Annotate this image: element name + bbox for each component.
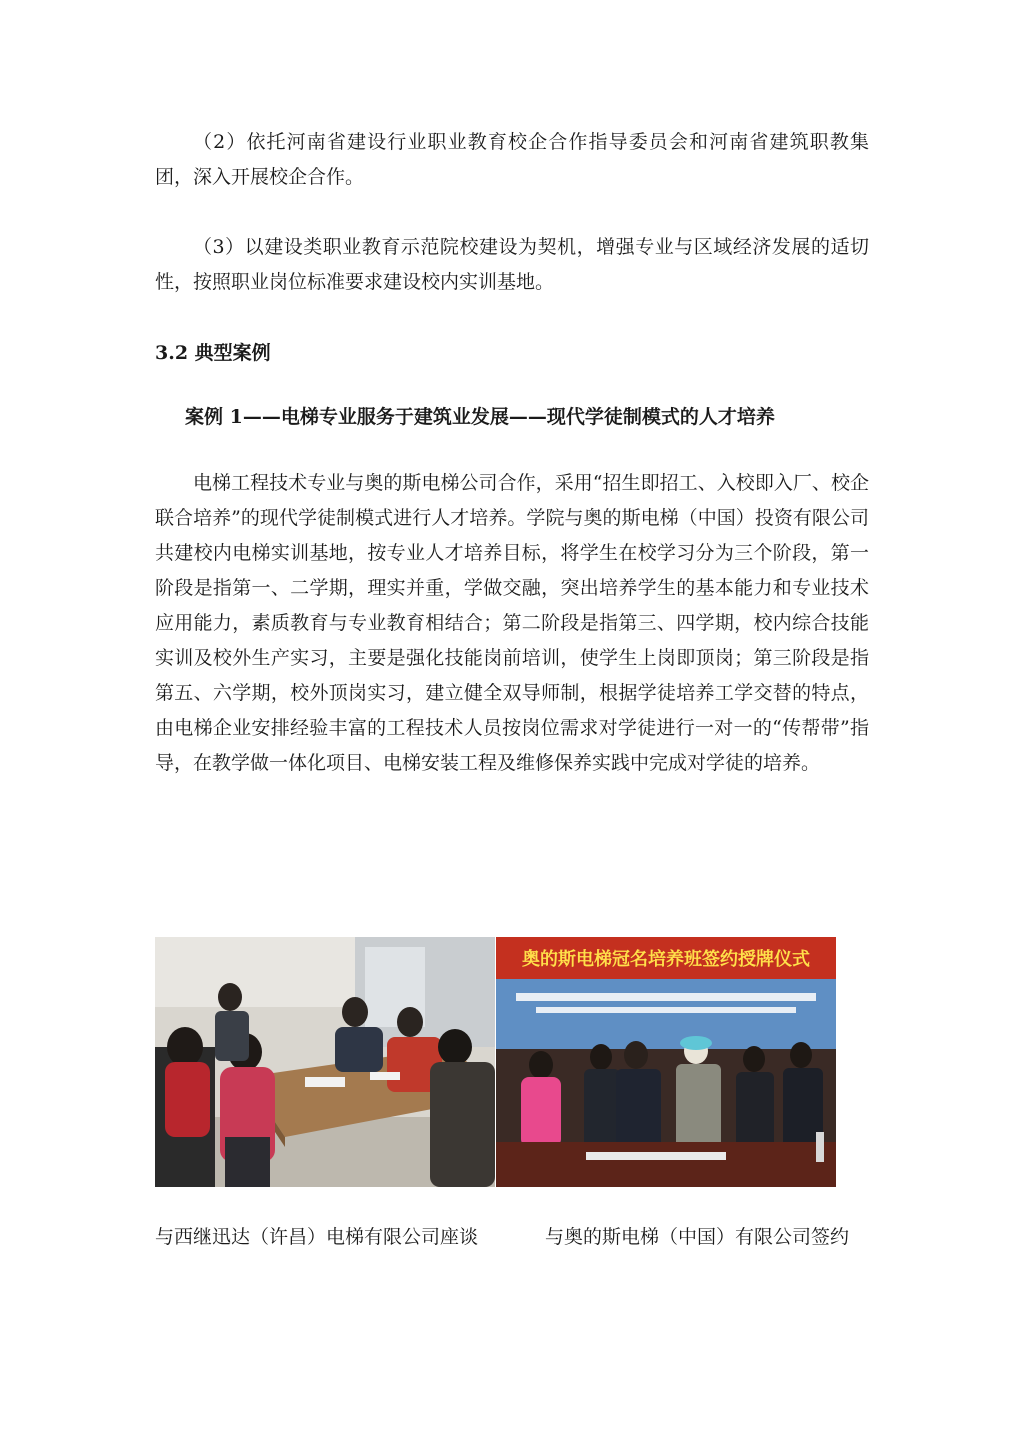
paragraph-item-2: （2）依托河南省建设行业职业教育校企合作指导委员会和河南省建筑职教集团，深入开展校企合作。 <box>155 131 869 188</box>
case-title: 案例 1——电梯专业服务于建筑业发展——现代学徒制模式的人才培养 <box>185 406 775 428</box>
signing-ceremony-photo <box>496 937 836 1187</box>
paragraph-item-3: （3）以建设类职业教育示范院校建设为契机，增强专业与区域经济发展的适切性，按照职业岗位标准要求建设校内实训基地。 <box>155 236 869 293</box>
right-photo-caption: 与奥的斯电梯（中国）有限公司签约 <box>545 1226 850 1248</box>
meeting-photo <box>155 937 495 1187</box>
section-heading: 3.2 典型案例 <box>155 342 271 364</box>
left-photo-caption: 与西继迅达（许昌）电梯有限公司座谈 <box>155 1226 479 1248</box>
case-body: 电梯工程技术专业与奥的斯电梯公司合作，采用“招生即招工、入校即入厂、校企联合培养”的现代学徒制模式进行人才培养。学院与奥的斯电梯（中国）投资有限公司共建校内电梯实训基地，按专业人才培养目标，将学生在校学习分为三个阶段，第一阶段是指第一、二学期，理实并重，学做交融，突出培养学生的基本能力和专业技术应用能力，素质教育与专业教育相结合；第二阶段是指第三、四学期，校内综合技能实训及校外生产实习，主要是强化技能岗前培训，使学生上岗即顶岗；第三阶段是指第五、六学期，校外顶岗实习，建立健全双导师制，根据学徒培养工学交替的特点，由电梯企业安排经验丰富的工程技术人员按岗位需求对学徒进行一对一的“传帮带”指导，在教学做一体化项目、电梯安装工程及维修保养实践中完成对学徒的培养。 <box>155 472 869 774</box>
ceremony-banner: 奥的斯电梯冠名培养班签约授牌仪式 <box>522 949 810 970</box>
